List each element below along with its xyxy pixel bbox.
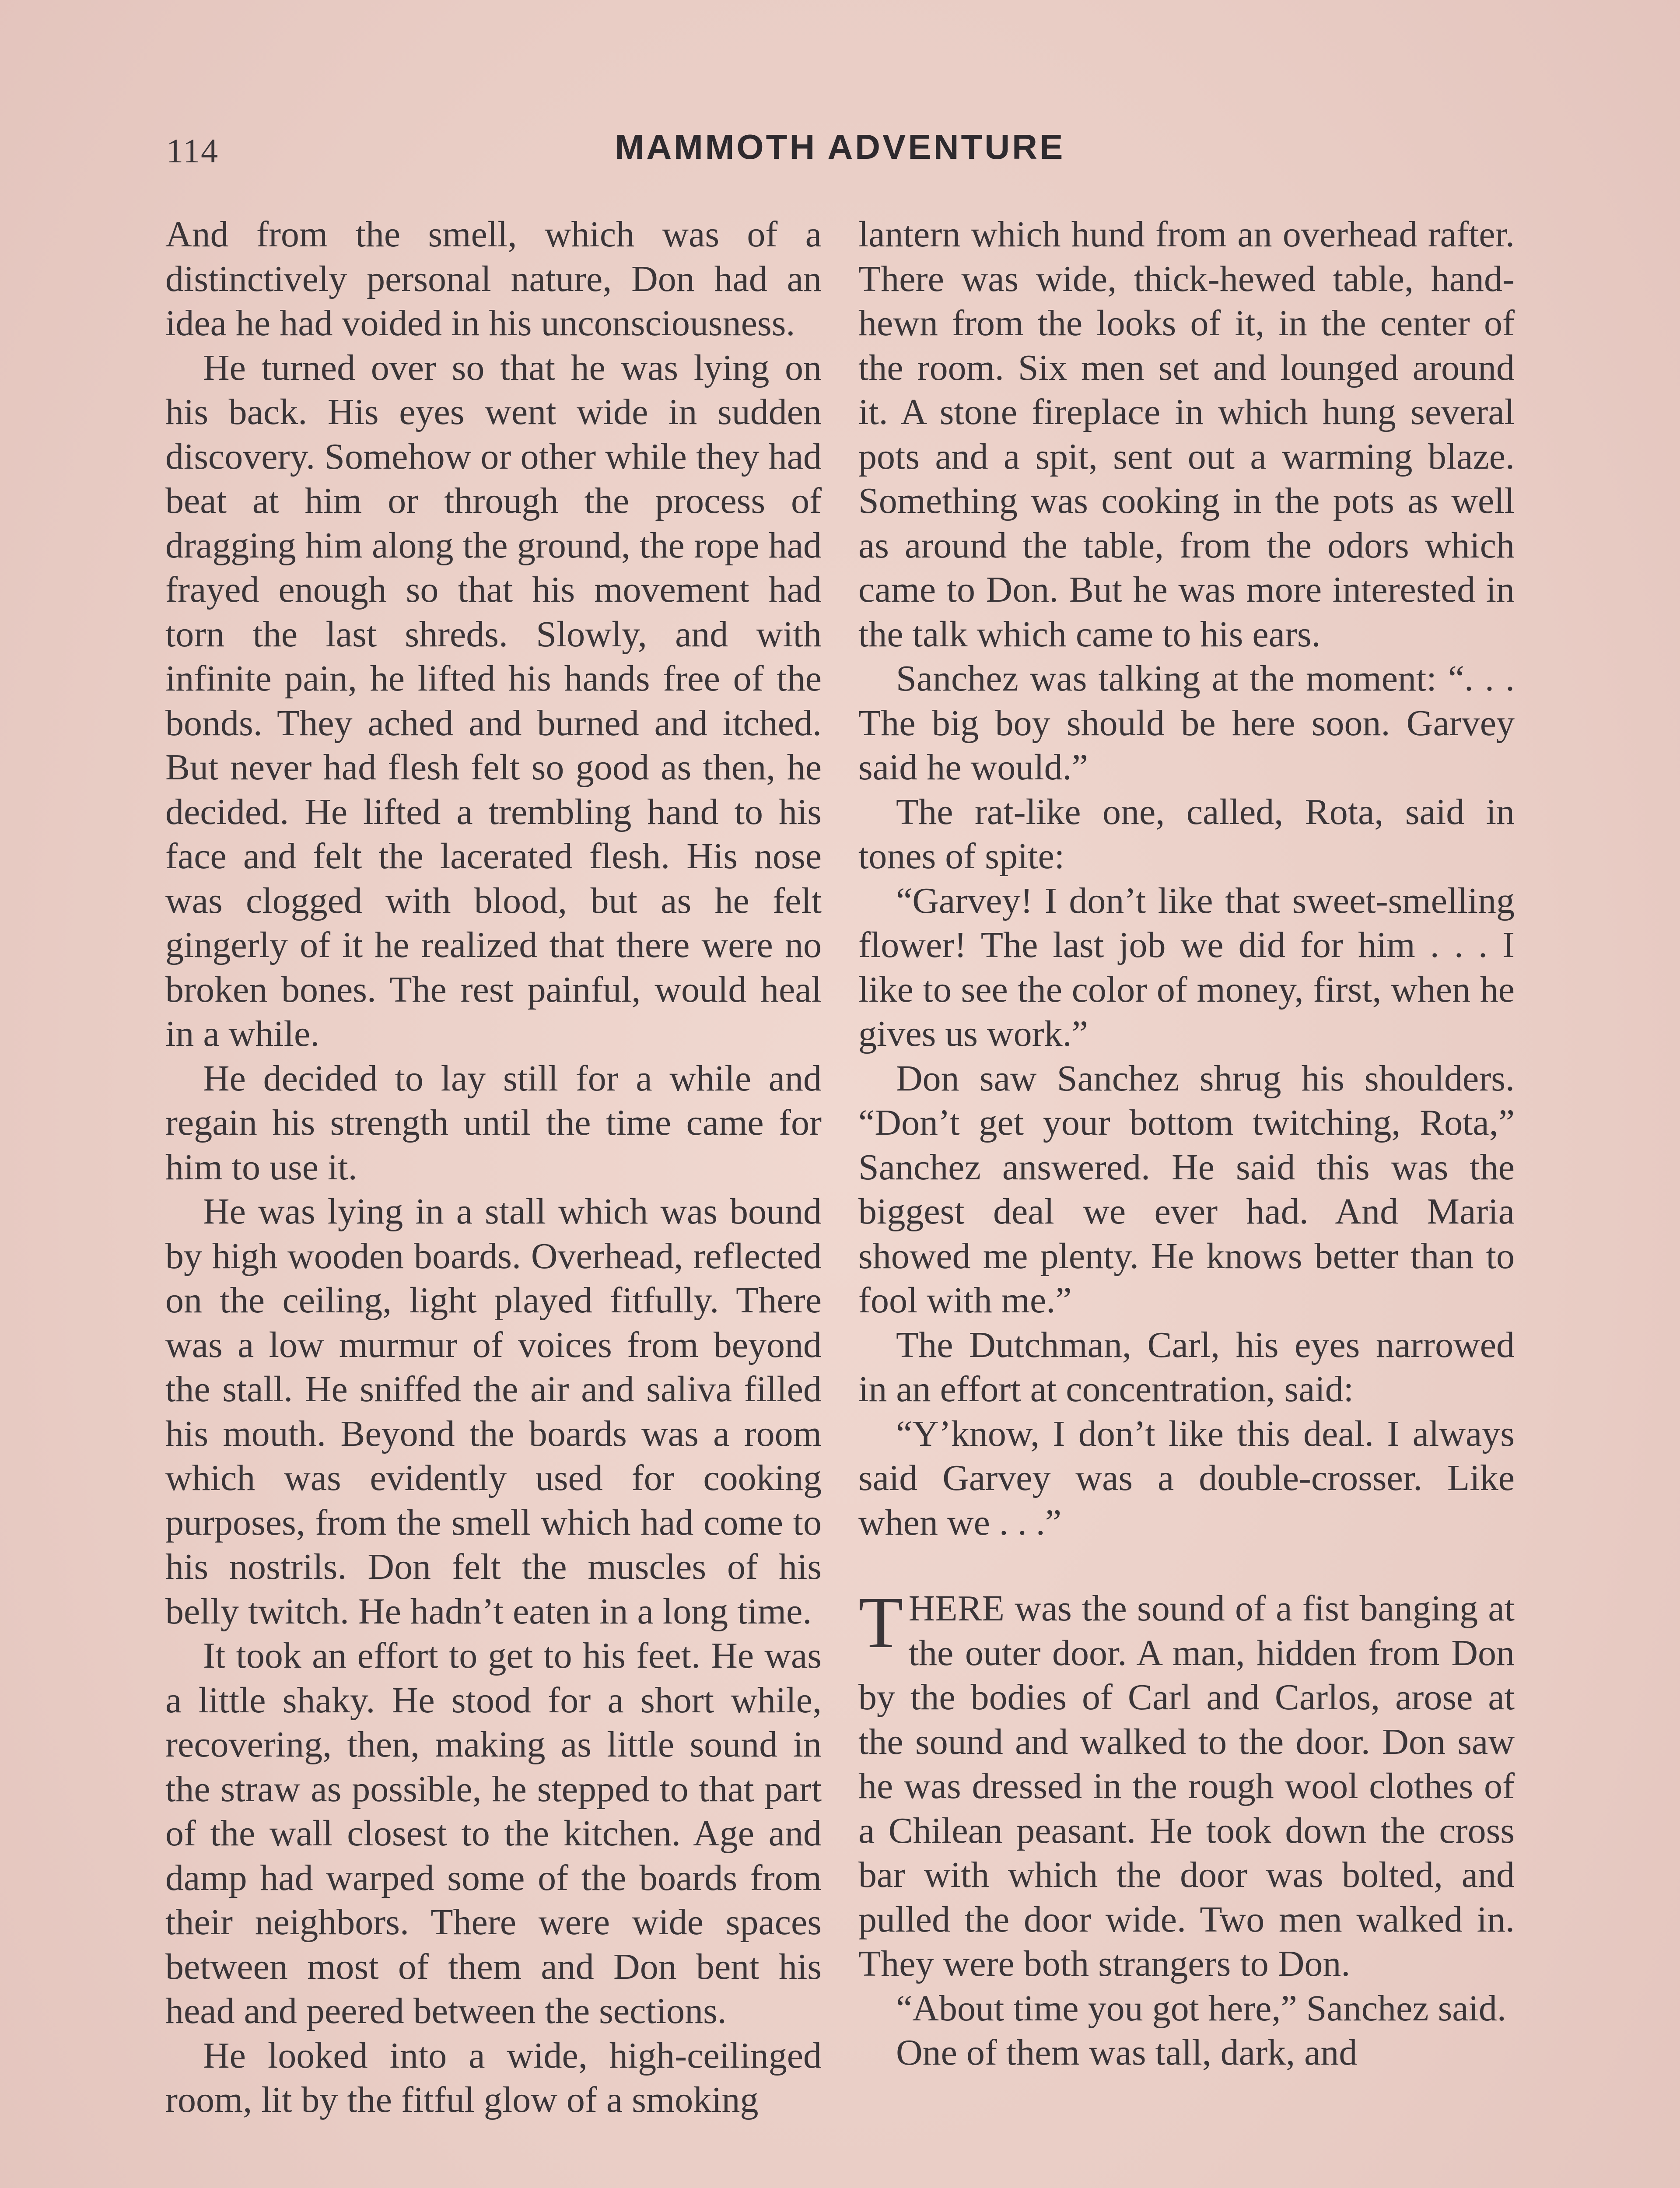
- drop-cap: T: [858, 1582, 903, 1663]
- paragraph: He looked into a wide, high-ceilinged room, lit by the fitful glow of a smoking: [165, 2035, 822, 2120]
- dropcap-paragraph-text: HERE was the sound of a fist banging at the outer door. A man, hidden from Don by the bodies of Carl and Carlos, arose at the sound and walked to the door. Don saw he was dressed in the rough wool clothes of a Chilean peasant. He took down the cross bar with which the door was bolted, and pulled the door wide. Two men walked in. They were both strangers to Don.: [858, 1588, 1515, 1984]
- paragraph: The rat-like one, called, Rota, said in tones of spite:: [858, 791, 1515, 877]
- paragraph: And from the smell, which was of a distinctively personal nature, Don had an idea he had voided in his unconsciousness.: [165, 214, 822, 344]
- left-column: [165, 212, 822, 2122]
- paragraph: “Y’know, I don’t like this deal. I always said Garvey was a double-crosser. Like when we . . .”: [858, 1413, 1515, 1543]
- section-paragraph: [858, 1582, 1515, 1986]
- paragraph: He decided to lay still for a while and regain his strength until the time came for him to use it.: [165, 1058, 822, 1188]
- paragraph: Sanchez was talking at the moment: “. . . The big boy should be here soon. Garvey said he would.”: [858, 658, 1515, 788]
- paragraph: He turned over so that he was lying on his back. His eyes went wide in sudden discovery. Somehow or other while they had beat at him or through the process of dragging him along the ground, the rope had frayed enough so that his movement had torn the last shreds. Slowly, and with infinite pain, he lifted his hands free of the bonds. They ached and burned and itched. But never had flesh felt so good as then, he decided. He lifted a trembling hand to his face and felt the lacerated flesh. His nose was clogged with blood, but as he felt gingerly of it he realized that there were no broken bones. The rest painful, would heal in a while.: [165, 347, 822, 1054]
- paragraph: lantern which hund from an overhead rafter. There was wide, thick-hewed table, hand-hewn from the looks of it, in the center of the room. Six men set and lounged around it. A stone fireplace in which hung several pots and a spit, sent out a warming blaze. Something was cooking in the pots as well as around the table, from the odors which came to Don. But he was more interested in the talk which came to his ears.: [858, 214, 1515, 655]
- paragraph: “Garvey! I don’t like that sweet-smelling flower! The last job we did for him . . . I like to see the color of money, first, when he gives us work.”: [858, 880, 1515, 1054]
- paragraph: It took an effort to get to his feet. He was a little shaky. He stood for a short while, recovering, then, making as little sound in the straw as possible, he stepped to that part of the wall closest to the kitchen. Age and damp had warped some of the boards from their neighbors. There were wide spaces between most of them and Don bent his head and peered between the sections.: [165, 1635, 822, 2031]
- page-number: 114: [166, 132, 219, 170]
- paragraph: Don saw Sanchez shrug his shoulders. “Don’t get your bottom twitching, Rota,” Sanchez answered. He said this was the biggest deal we ever had. And Maria showed me plenty. He knows better than to fool with me.”: [858, 1058, 1515, 1321]
- paragraph: “About time you got here,” Sanchez said.: [896, 1988, 1506, 2029]
- paragraph: The Dutchman, Carl, his eyes narrowed in an effort at concentration, said:: [858, 1324, 1515, 1410]
- right-column: [858, 212, 1515, 2075]
- page-header: [166, 127, 1514, 175]
- paragraph: One of them was tall, dark, and: [896, 2032, 1358, 2073]
- paragraph: He was lying in a stall which was bound by high wooden boards. Overhead, reflected on the ceiling, light played fitfully. There was a low murmur of voices from beyond the stall. He sniffed the air and saliva filled his mouth. Beyond the boards was a room which was evidently used for cooking purposes, from the smell which had come to his nostrils. Don felt the muscles of his belly twitch. He hadn’t eaten in a long time.: [165, 1191, 822, 1632]
- running-title: MAMMOTH ADVENTURE: [615, 127, 1065, 166]
